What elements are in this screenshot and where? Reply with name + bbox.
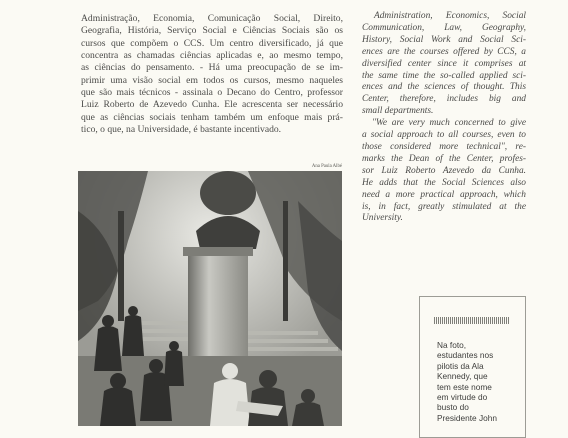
en-line: Administration, Economics, Social bbox=[374, 11, 526, 21]
en-line: He adds that the Social Sciences also bbox=[362, 177, 526, 188]
pt-line: as ciências do pensamento. - Há uma preocupação de se im- bbox=[81, 62, 343, 74]
en-line: History, Social Work and Social Sci- bbox=[362, 34, 526, 45]
caption-line: Kennedy, que bbox=[437, 371, 488, 382]
pt-line: concentra as chamadas ciências aplicadas e, ao mesmo tempo, bbox=[81, 50, 343, 62]
en-line: ences and the sciences of thought. This bbox=[362, 82, 526, 93]
caption-line: pilotis da Ala bbox=[437, 360, 484, 371]
en-line: "We are very much concerned to give bbox=[372, 118, 526, 129]
en-line: need a more practical approach, which bbox=[362, 189, 526, 200]
en-line: sor Luiz Roberto Azevedo da Cunha. bbox=[362, 165, 526, 176]
en-line: ences are the courses offered by CCS, a bbox=[362, 46, 526, 57]
pt-line: tico, o que, na Universidade, é bastante incentivado. bbox=[81, 124, 282, 136]
portuguese-body-text bbox=[81, 13, 343, 136]
en-line: Center, therefore, includes big and bbox=[362, 94, 526, 105]
en-line: diversified center since it comprises at bbox=[362, 58, 526, 69]
photo-caption-box bbox=[419, 296, 526, 438]
en-line: those considered more technical", re- bbox=[362, 141, 526, 152]
en-line: University. bbox=[362, 213, 403, 224]
en-line: small departments. bbox=[362, 106, 434, 117]
en-line: is, in fact, greatly stimulated at the bbox=[362, 201, 526, 212]
caption-line: tem este nome bbox=[437, 381, 492, 392]
photo-caption bbox=[437, 340, 519, 423]
en-line: Communication, Law, Geography, bbox=[362, 22, 526, 33]
en-line: the same time the so-called applied sci- bbox=[362, 70, 526, 81]
caption-line: Presidente John bbox=[437, 412, 497, 423]
pt-line: Geografia, História, Serviço Social e Ciências Sociais são os bbox=[81, 25, 343, 37]
english-body-text bbox=[362, 11, 526, 225]
pt-line: que são mais técnicos - assinala o Decano do Centro, professor bbox=[81, 87, 343, 99]
en-line: marks the Dean of the Center, profes- bbox=[362, 153, 526, 164]
campus-photo bbox=[78, 171, 342, 426]
caption-line: estudantes nos bbox=[437, 350, 494, 361]
photo-credit: Ana Paula Albé bbox=[311, 164, 342, 169]
caption-decorative-bar bbox=[434, 317, 509, 324]
pt-line: que as ciências sociais tenham também um enfoque mais prá- bbox=[81, 111, 343, 123]
caption-line: busto do bbox=[437, 402, 469, 413]
caption-line: Na foto, bbox=[437, 340, 467, 350]
pt-line: Administração, Economia, Comunicação Social, Direito, bbox=[81, 13, 343, 24]
pt-line: Luiz Roberto de Azevedo Cunha. Ele acrescenta ser necessário bbox=[81, 99, 343, 111]
en-line: a social approach to all courses, even to bbox=[362, 130, 526, 141]
pt-line: cursos que compõem o CCS. Um centro diversificado, já que bbox=[81, 37, 343, 49]
caption-line: em virtude do bbox=[437, 392, 488, 403]
pt-line: primir uma visão social em todos os cursos, mesmo naqueles bbox=[81, 74, 343, 86]
